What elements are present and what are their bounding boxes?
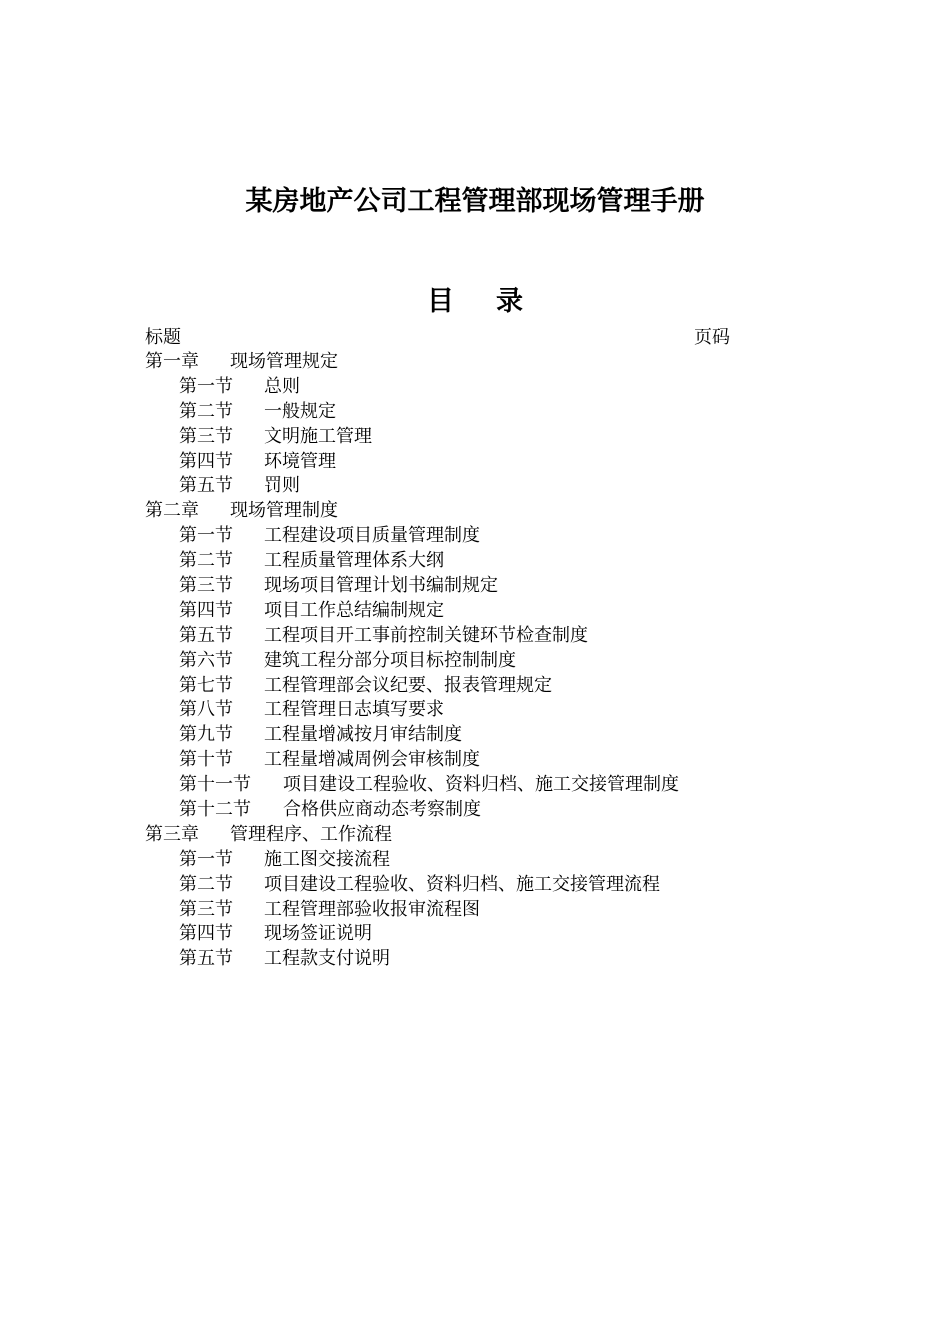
toc-section-entry[interactable]: [145, 400, 785, 425]
toc-entry-number: 第一节: [179, 525, 233, 547]
toc-entry-number: 第三节: [179, 425, 233, 447]
toc-entry-number: 第十节: [179, 749, 233, 771]
toc-section-entry[interactable]: [145, 748, 785, 773]
toc-entry-number: 第三节: [179, 898, 233, 920]
toc-section-entry[interactable]: [145, 474, 785, 499]
toc-entry-text: 工程管理日志填写要求: [264, 699, 444, 721]
toc-entry-text: 工程管理部验收报审流程图: [264, 898, 480, 920]
toc-entry-number: 第二节: [179, 400, 233, 422]
toc-entry-text: 现场管理规定: [230, 351, 338, 372]
toc-heading: 目录: [427, 286, 565, 317]
toc-entry-text: 现场管理制度: [230, 500, 338, 522]
toc-entry-number: 第一节: [179, 848, 233, 870]
toc-entry-number: 第六节: [179, 649, 233, 671]
toc-entry-text: 项目建设工程验收、资料归档、施工交接管理流程: [264, 873, 660, 895]
toc-entry-number: 第二节: [179, 550, 233, 572]
toc-section-entry[interactable]: [145, 922, 785, 947]
toc-entry-text: 工程量增减周例会审核制度: [264, 749, 480, 771]
toc-entry-number: 第十二节: [179, 799, 251, 821]
toc-entry-text: 环境管理: [264, 450, 336, 472]
toc-section-entry[interactable]: [145, 549, 785, 574]
toc-chapter-entry[interactable]: [145, 823, 785, 848]
toc-entry-number: 第五节: [179, 948, 233, 970]
toc-section-entry[interactable]: [145, 698, 785, 723]
toc-section-entry[interactable]: [145, 649, 785, 674]
document-title: 某房地产公司工程管理部现场管理手册: [245, 186, 705, 217]
toc-entry-text: 工程质量管理体系大纲: [264, 550, 444, 572]
toc-section-entry[interactable]: [145, 898, 785, 923]
toc-entry-number: 第五节: [179, 624, 233, 646]
toc-entry-number: 第四节: [179, 450, 233, 472]
toc-section-entry[interactable]: [145, 674, 785, 699]
toc-entry-number: 第九节: [179, 724, 233, 746]
toc-entry-number: 第四节: [179, 923, 233, 945]
toc-entry-text: 总则: [264, 375, 300, 397]
toc-entry-number: 第三章: [145, 823, 199, 845]
toc-entry-text: 建筑工程分部分项目标控制制度: [264, 649, 516, 671]
toc-entry-text: 施工图交接流程: [264, 848, 390, 870]
toc-entry-number: 第一节: [179, 375, 233, 397]
toc-entry-text: 合格供应商动态考察制度: [283, 799, 481, 821]
toc-column-labels: [145, 325, 730, 350]
toc-entry-number: 第一章: [145, 351, 199, 372]
toc-section-entry[interactable]: [145, 599, 785, 624]
toc-entry-text: 文明施工管理: [264, 425, 372, 447]
toc-chapter-entry[interactable]: [145, 499, 785, 524]
toc-entry-text: 工程量增减按月审结制度: [264, 724, 462, 746]
toc-section-entry[interactable]: [145, 524, 785, 549]
toc-section-entry[interactable]: [145, 773, 785, 798]
toc-section-entry[interactable]: [145, 574, 785, 599]
toc-section-entry[interactable]: [145, 450, 785, 475]
toc-entry-text: 工程款支付说明: [264, 948, 390, 970]
toc-entry-text: 罚则: [264, 475, 300, 497]
toc-section-entry[interactable]: [145, 723, 785, 748]
toc-entry-number: 第二节: [179, 873, 233, 895]
toc-entry-text: 工程项目开工事前控制关键环节检查制度: [264, 624, 588, 646]
toc-entry-number: 第二章: [145, 500, 199, 522]
toc-entry-text: 一般规定: [264, 400, 336, 422]
toc-section-entry[interactable]: [145, 947, 785, 972]
toc-title-column-label: 标题: [145, 327, 181, 348]
toc-section-entry[interactable]: [145, 624, 785, 649]
toc-section-entry[interactable]: [145, 848, 785, 873]
toc-section-entry[interactable]: [145, 425, 785, 450]
toc-entry-number: 第十一节: [179, 774, 251, 796]
toc-page-column-label: 页码: [694, 327, 730, 348]
toc-chapter-entry[interactable]: [145, 350, 785, 375]
toc-entry-text: 项目工作总结编制规定: [264, 599, 444, 621]
toc-entry-text: 项目建设工程验收、资料归档、施工交接管理制度: [283, 774, 679, 796]
toc-entry-number: 第五节: [179, 475, 233, 497]
toc-entry-text: 现场项目管理计划书编制规定: [264, 575, 498, 597]
toc-entry-number: 第七节: [179, 674, 233, 696]
toc-entry-number: 第八节: [179, 699, 233, 721]
toc-entry-text: 工程建设项目质量管理制度: [264, 525, 480, 547]
toc-section-entry[interactable]: [145, 873, 785, 898]
toc-section-entry[interactable]: [145, 798, 785, 823]
toc-entry-number: 第三节: [179, 575, 233, 597]
toc-section-entry[interactable]: [145, 375, 785, 400]
toc-list: [145, 350, 785, 972]
toc-entry-text: 管理程序、工作流程: [230, 823, 392, 845]
toc-entry-text: 工程管理部会议纪要、报表管理规定: [264, 674, 552, 696]
toc-entry-number: 第四节: [179, 599, 233, 621]
toc-entry-text: 现场签证说明: [264, 923, 372, 945]
